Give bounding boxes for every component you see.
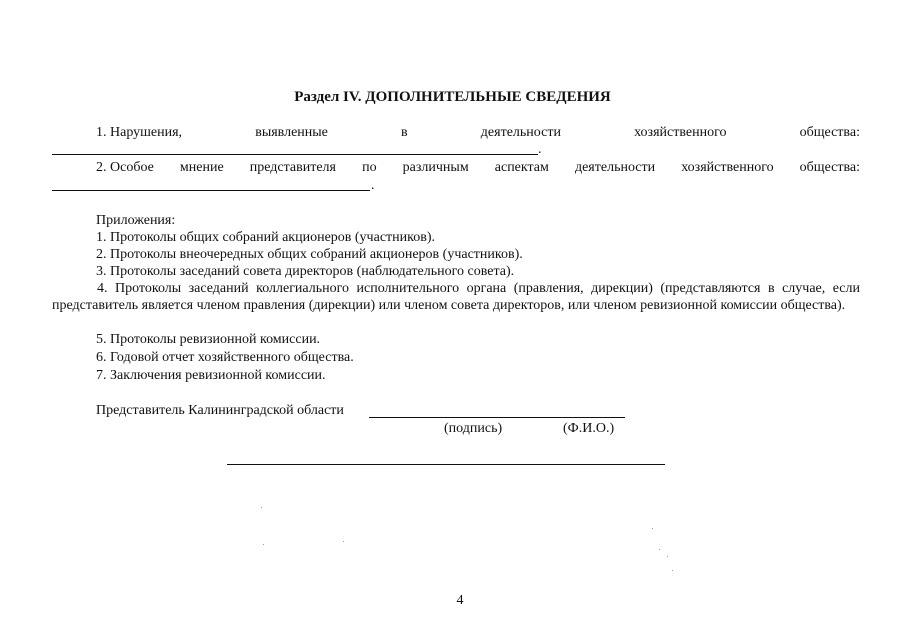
item-2-word: представителя [249, 160, 336, 175]
signature-label: Представитель Калининградской области [96, 403, 344, 418]
item-2-word: 2. Особое [96, 160, 154, 175]
scan-speck [667, 556, 668, 557]
item-2-end-dot: . [371, 178, 375, 193]
item-1-word: хозяйственного [634, 125, 727, 140]
name-caption: (Ф.И.О.) [563, 421, 615, 436]
item-2-word: по [362, 160, 377, 175]
item-1-word: деятельности [480, 125, 561, 140]
signature-line [369, 417, 625, 418]
item-1-word: в [401, 125, 408, 140]
separator-line [227, 464, 665, 465]
item-2-word: общества: [799, 160, 860, 175]
item-1-word: общества: [799, 125, 860, 140]
section-title: Раздел IV. ДОПОЛНИТЕЛЬНЫЕ СВЕДЕНИЯ [294, 89, 611, 105]
item-1-word: 1. Нарушения, [96, 125, 183, 140]
item-2-fill-line [52, 190, 370, 191]
item-2-word: деятельности [574, 160, 656, 175]
scan-speck [672, 570, 673, 571]
scan-speck [343, 541, 344, 542]
scan-speck [652, 528, 653, 529]
appendix-item-7: 7. Заключения ревизионной комиссии. [96, 368, 326, 383]
item-2-word: хозяйственного [681, 160, 774, 175]
appendix-item-4: 4. Протоколы заседаний коллегиального исполнительного органа (правления, дирекции) (представляются в случае, если представитель является членом правления (дирекции) или членом совета директоров, или членом ревизионной комиссии общества). [52, 281, 860, 313]
scan-speck [659, 549, 660, 550]
signature-caption: (подпись) [444, 421, 503, 436]
appendix-item-6: 6. Годовой отчет хозяйственного общества. [96, 350, 354, 365]
item-1-fill-line [52, 154, 538, 155]
appendix-item-1: 1. Протоколы общих собраний акционеров (участников). [96, 230, 435, 245]
appendix-heading: Приложения: [96, 213, 176, 228]
item-2-word: различным [402, 160, 469, 175]
appendix-item-3: 3. Протоколы заседаний совета директоров (наблюдательного совета). [96, 264, 515, 279]
page-number: 4 [456, 593, 464, 608]
item-1-word: выявленные [255, 125, 328, 140]
appendix-item-2: 2. Протоколы внеочередных общих собраний акционеров (участников). [96, 247, 523, 262]
appendix-item-5: 5. Протоколы ревизионной комиссии. [96, 332, 321, 347]
item-2-word: мнение [179, 160, 224, 175]
item-2-text [96, 159, 860, 176]
scan-speck [263, 544, 264, 545]
item-2-word: аспектам [494, 160, 549, 175]
item-1-text [96, 124, 860, 141]
scan-speck [261, 507, 262, 508]
item-1-end-dot: . [538, 142, 542, 157]
